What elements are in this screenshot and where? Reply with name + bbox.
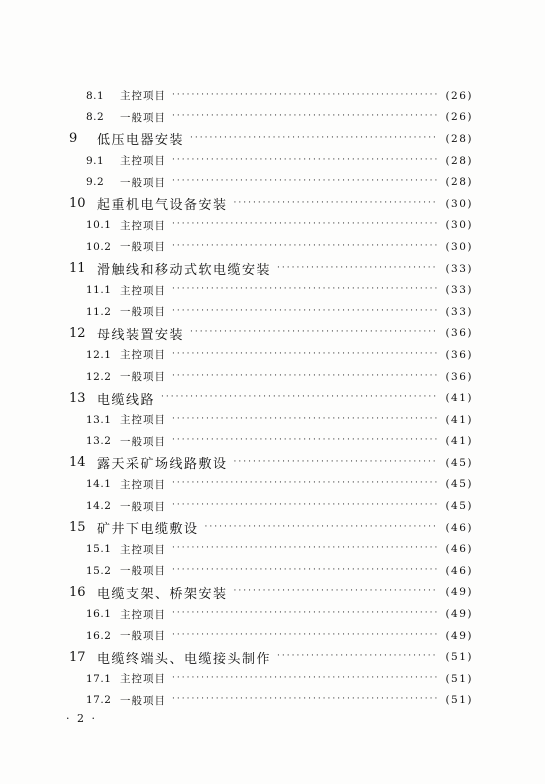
toc-entry-title: 电缆支架、桥架安装 [97,586,228,602]
dot-leader [190,134,437,144]
dot-leader [277,264,437,274]
toc-entry-page: (46) [445,543,473,556]
toc-entry-page: (45) [445,456,473,469]
toc-entry-title: 一般项目 [120,500,166,513]
toc-entry-number: 13.1 [86,413,112,426]
dot-leader [172,566,437,576]
toc-entry-number: 16 [69,584,86,600]
dot-leader [172,631,437,641]
toc-entry-page: (30) [445,197,473,210]
toc-entry-title: 电缆终端头、电缆接头制作 [97,651,272,667]
toc-entry-title: 一般项目 [120,630,166,643]
toc-entry-number: 17.2 [86,694,112,707]
dot-leader [172,372,437,382]
dot-leader [172,112,437,122]
toc-entry-title: 主控项目 [120,543,166,556]
toc-entry-page: (26) [445,111,473,124]
toc-entry-title: 一般项目 [120,565,166,578]
toc-subsection-entry[interactable] [0,668,545,690]
toc-section-entry[interactable] [0,128,545,150]
toc-entry-title: 电缆线路 [97,392,156,408]
toc-entry-title: 主控项目 [120,478,166,491]
toc-entry-page: (45) [445,478,473,491]
toc-entry-number: 12.2 [86,370,112,383]
toc-section-entry[interactable] [0,323,545,345]
toc-entry-page: (28) [445,132,473,145]
dot-leader [172,242,437,252]
toc-entry-page: (49) [445,586,473,599]
page-number: · 2 · [66,712,97,725]
toc-entry-title: 一般项目 [120,111,166,124]
toc-entry-number: 15.1 [86,543,112,556]
toc-subsection-entry[interactable] [0,603,545,625]
toc-subsection-entry[interactable] [0,560,545,582]
table-of-contents [0,85,545,711]
toc-entry-page: (30) [445,219,473,232]
toc-entry-title: 起重机电气设备安装 [97,198,228,214]
dot-leader [172,479,437,489]
toc-subsection-entry[interactable] [0,215,545,237]
dot-leader [172,674,437,684]
toc-section-entry[interactable] [0,452,545,474]
toc-section-entry[interactable] [0,582,545,604]
toc-entry-page: (36) [445,327,473,340]
toc-entry-page: (49) [445,608,473,621]
toc-entry-number: 13 [69,390,86,406]
dot-leader [172,350,437,360]
dot-leader [172,156,437,166]
toc-entry-number: 9.1 [86,154,105,167]
toc-entry-number: 8.1 [86,89,105,102]
toc-entry-title: 低压电器安装 [97,133,185,149]
toc-entry-title: 一般项目 [120,435,166,448]
dot-leader [190,328,437,338]
toc-subsection-entry[interactable] [0,538,545,560]
dot-leader [234,587,437,597]
toc-entry-page: (33) [445,305,473,318]
toc-section-entry[interactable] [0,193,545,215]
dot-leader [172,285,437,295]
toc-entry-page: (46) [445,564,473,577]
toc-subsection-entry[interactable] [0,85,545,107]
toc-entry-number: 9 [69,131,78,147]
toc-entry-title: 一般项目 [120,371,166,384]
toc-entry-number: 9.2 [86,176,105,189]
toc-entry-number: 15.2 [86,564,112,577]
toc-entry-title: 一般项目 [120,241,166,254]
toc-entry-page: (41) [445,392,473,405]
toc-entry-number: 10.2 [86,240,112,253]
toc-entry-number: 14.2 [86,500,112,513]
toc-entry-title: 一般项目 [120,306,166,319]
toc-entry-title: 露天采矿场线路敷设 [97,457,228,473]
dot-leader [161,393,437,403]
dot-leader [172,544,437,554]
toc-subsection-entry[interactable] [0,236,545,258]
toc-subsection-entry[interactable] [0,344,545,366]
toc-entry-number: 11.2 [86,305,112,318]
toc-entry-number: 10.1 [86,219,112,232]
toc-entry-number: 17 [69,649,86,665]
toc-section-entry[interactable] [0,646,545,668]
toc-entry-page: (51) [445,651,473,664]
toc-entry-page: (36) [445,348,473,361]
toc-entry-number: 14 [69,455,86,471]
toc-entry-number: 11 [69,261,86,277]
toc-entry-page: (30) [445,240,473,253]
toc-entry-page: (45) [445,500,473,513]
toc-section-entry[interactable] [0,517,545,539]
toc-entry-page: (33) [445,262,473,275]
toc-entry-title: 主控项目 [120,90,166,103]
dot-leader [234,199,437,209]
dot-leader [172,177,437,187]
toc-subsection-entry[interactable] [0,301,545,323]
toc-entry-number: 10 [69,196,86,212]
toc-entry-title: 滑触线和移动式软电缆安装 [97,263,272,279]
toc-entry-number: 15 [69,520,86,536]
toc-entry-title: 一般项目 [120,176,166,189]
dot-leader [172,307,437,317]
toc-entry-title: 主控项目 [120,155,166,168]
dot-leader [172,220,437,230]
toc-entry-title: 一般项目 [120,694,166,707]
toc-entry-number: 17.1 [86,672,112,685]
toc-entry-title: 主控项目 [120,673,166,686]
toc-entry-number: 13.2 [86,435,112,448]
dot-leader [172,501,437,511]
toc-entry-page: (28) [445,154,473,167]
toc-entry-page: (41) [445,413,473,426]
dot-leader [277,652,437,662]
dot-leader [205,523,437,533]
toc-section-entry[interactable] [0,258,545,280]
toc-subsection-entry[interactable] [0,107,545,129]
toc-entry-title: 母线装置安装 [97,327,185,343]
dot-leader [172,415,437,425]
toc-entry-number: 12.1 [86,348,112,361]
toc-subsection-entry[interactable] [0,495,545,517]
toc-subsection-entry[interactable] [0,150,545,172]
toc-entry-page: (26) [445,89,473,102]
toc-entry-page: (41) [445,435,473,448]
toc-section-entry[interactable] [0,387,545,409]
toc-subsection-entry[interactable] [0,171,545,193]
toc-entry-title: 主控项目 [120,219,166,232]
dot-leader [172,436,437,446]
dot-leader [172,695,437,705]
toc-subsection-entry[interactable] [0,690,545,712]
dot-leader [234,458,437,468]
toc-entry-title: 主控项目 [120,414,166,427]
toc-entry-page: (49) [445,629,473,642]
toc-entry-page: (51) [445,672,473,685]
toc-subsection-entry[interactable] [0,366,545,388]
toc-entry-title: 主控项目 [120,608,166,621]
toc-entry-page: (46) [445,521,473,534]
toc-entry-title: 主控项目 [120,349,166,362]
toc-subsection-entry[interactable] [0,409,545,431]
dot-leader [172,91,437,101]
toc-entry-number: 16.1 [86,608,112,621]
toc-entry-page: (36) [445,370,473,383]
toc-entry-page: (51) [445,694,473,707]
dot-leader [172,609,437,619]
toc-entry-page: (28) [445,176,473,189]
toc-subsection-entry[interactable] [0,474,545,496]
toc-entry-title: 矿井下电缆敷设 [97,522,199,538]
toc-entry-number: 14.1 [86,478,112,491]
toc-entry-number: 11.1 [86,284,112,297]
toc-entry-title: 主控项目 [120,284,166,297]
toc-entry-number: 12 [69,325,86,341]
toc-subsection-entry[interactable] [0,431,545,453]
toc-subsection-entry[interactable] [0,625,545,647]
toc-entry-number: 8.2 [86,111,105,124]
toc-entry-page: (33) [445,284,473,297]
toc-entry-number: 16.2 [86,629,112,642]
toc-subsection-entry[interactable] [0,279,545,301]
